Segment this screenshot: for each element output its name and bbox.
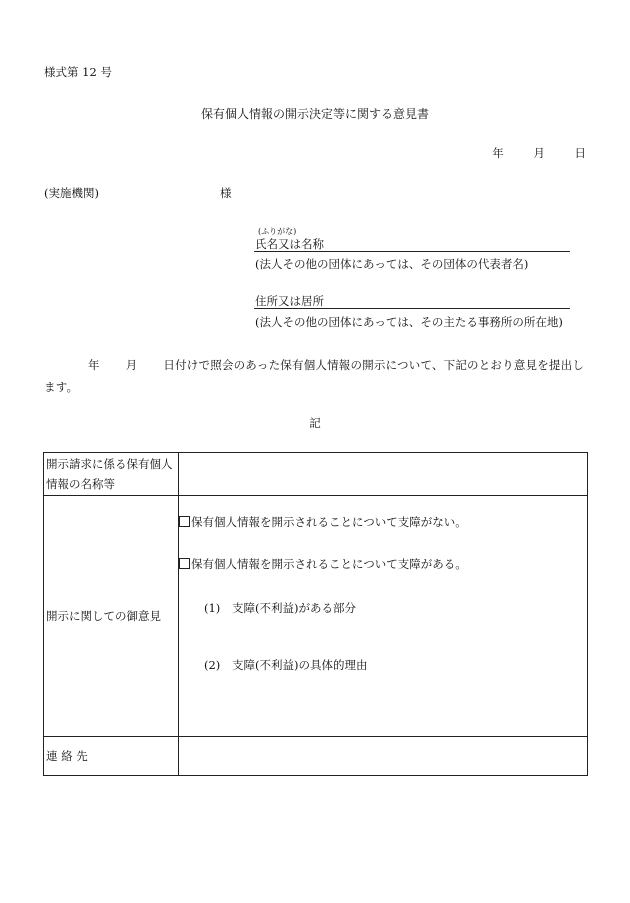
request-info-label-cell — [44, 453, 179, 496]
sub-item-specific-reason — [204, 659, 367, 673]
option-no-issue[interactable] — [179, 516, 467, 530]
sub-item-affected-part — [204, 602, 356, 616]
request-info-input-cell[interactable] — [179, 453, 588, 496]
date-year: 年 — [492, 146, 504, 160]
opinion-input-cell — [179, 496, 588, 737]
opinion-label-cell — [44, 496, 179, 737]
option-has-issue[interactable] — [179, 558, 467, 572]
name-label: 氏名又は名称 — [255, 237, 324, 251]
form-number: 様式第 12 号 — [44, 65, 112, 79]
recipient-label: (実施機関) — [44, 186, 99, 200]
sub-item-number: (1) — [204, 601, 221, 615]
body-paragraph — [44, 354, 589, 398]
sub-item-number: (2) — [204, 658, 221, 672]
address-label: 住所又は居所 — [255, 294, 324, 308]
body-month: 月 — [125, 358, 138, 372]
body-year: 年 — [88, 358, 100, 372]
opinion-table — [43, 452, 588, 776]
contact-label: 連 絡 先 — [46, 749, 88, 763]
opinion-label: 開示に関しての御意見 — [46, 609, 161, 623]
option-has-issue-label: 保有個人情報を開示されることについて支障がある。 — [191, 557, 467, 571]
date-line — [474, 147, 586, 161]
sub-item-label: 支障(不利益)がある部分 — [232, 601, 356, 615]
document-title: 保有個人情報の開示決定等に関する意見書 — [200, 107, 429, 121]
date-day: 日 — [574, 146, 586, 160]
checkbox-no-issue[interactable] — [179, 516, 190, 527]
name-underline[interactable] — [254, 251, 570, 252]
address-underline[interactable] — [254, 308, 570, 309]
body-text: 日付けで照会のあった保有個人情報の開示について、下記のとおり意見を提出します。 — [44, 358, 585, 394]
name-note: (法人その他の団体にあっては、その団体の代表者名) — [255, 257, 529, 271]
address-note: (法人その他の団体にあっては、その主たる事務所の所在地) — [255, 315, 563, 329]
table-row — [44, 453, 588, 496]
checkbox-has-issue[interactable] — [179, 558, 190, 569]
option-no-issue-label: 保有個人情報を開示されることについて支障がない。 — [191, 515, 467, 529]
contact-input-cell[interactable] — [179, 737, 588, 776]
table-row — [44, 496, 588, 737]
table-row — [44, 737, 588, 776]
date-month: 月 — [533, 146, 545, 160]
contact-label-cell — [44, 737, 179, 776]
request-info-label: 開示請求に係る保有個人情報の名称等 — [46, 457, 173, 491]
furigana-label: (ふりがな) — [258, 227, 297, 236]
ki-heading: 記 — [309, 416, 321, 430]
recipient-honorific: 様 — [220, 186, 232, 200]
sub-item-label: 支障(不利益)の具体的理由 — [232, 658, 368, 672]
